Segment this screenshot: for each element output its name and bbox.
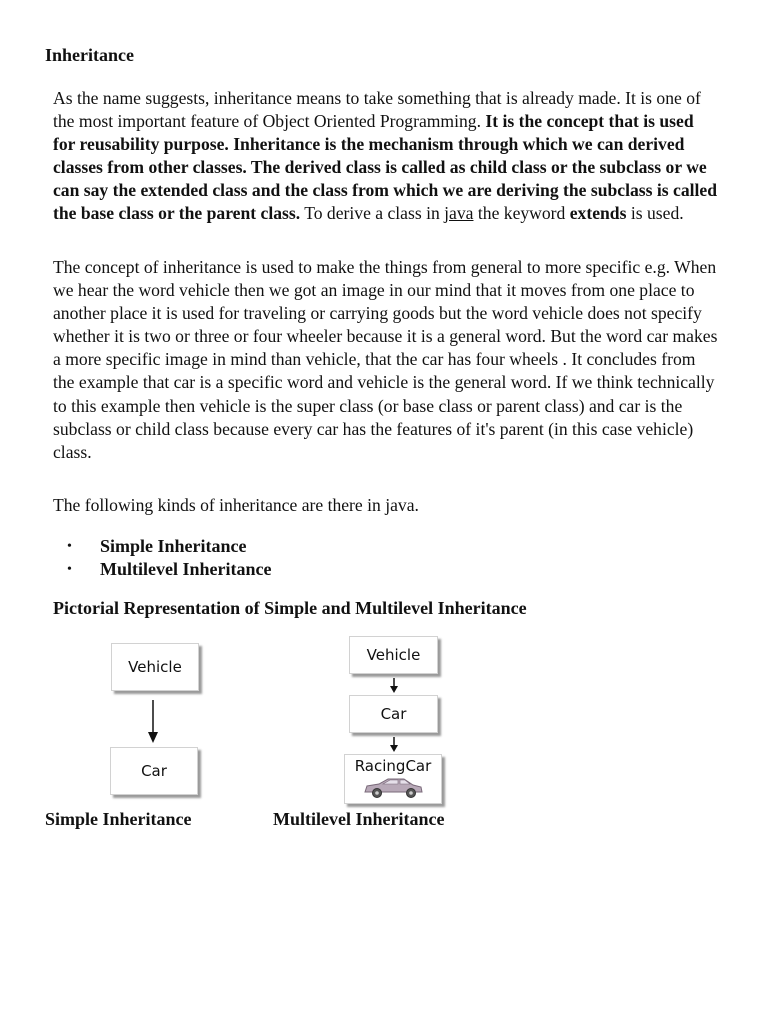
multi-arrow-1-icon bbox=[387, 678, 401, 694]
list-item-label: Multilevel Inheritance bbox=[100, 559, 272, 579]
simple-vehicle-box bbox=[111, 643, 199, 691]
multi-car-label: Car bbox=[380, 705, 407, 723]
diagram-heading: Pictorial Representation of Simple and Multilevel Inheritance bbox=[53, 598, 527, 618]
multilevel-caption: Multilevel Inheritance bbox=[273, 809, 445, 829]
simple-caption: Simple Inheritance bbox=[45, 809, 192, 829]
car-icon bbox=[361, 775, 425, 799]
intro-paragraph bbox=[53, 87, 718, 226]
list-item-label: Simple Inheritance bbox=[100, 536, 247, 556]
bullet-icon: • bbox=[67, 562, 72, 577]
intro-text-3: the keyword bbox=[473, 203, 570, 224]
inheritance-kinds-list bbox=[53, 535, 271, 581]
concept-paragraph: The concept of inheritance is used to make the things from general to more specific e.g. When we hear the word vehicle then we got an image in our mind that it moves from one place to another place it is used for traveling or carrying goods but the word vehicle does not specify whether it is two or three or four wheeler because it is a general word. But the word car makes a more specific image in mind than vehicle, that the car has four wheels . It concludes from the example that car is a specific word and vehicle is the general word. If we think technically to this example then vehicle is the super class (or base class or parent class) and car is the subclass or child class because every car has the features of it's parent (in this case vehicle) class. bbox=[53, 257, 718, 462]
simple-arrow-icon bbox=[146, 700, 160, 744]
intro-text-1: As the name suggests, inheritance means to take something that is already made. It is one of the most important feature of Object Oriented Programming. bbox=[53, 88, 701, 132]
intro-text-2: To derive a class in bbox=[300, 203, 445, 224]
bullet-icon: • bbox=[67, 539, 72, 554]
multi-vehicle-label: Vehicle bbox=[366, 646, 421, 664]
list-item bbox=[53, 558, 271, 581]
simple-car-label: Car bbox=[141, 762, 167, 780]
list-item bbox=[53, 535, 271, 558]
intro-text-4: is used. bbox=[626, 203, 684, 224]
java-link[interactable]: java bbox=[444, 203, 474, 224]
multi-car-box bbox=[349, 695, 438, 733]
simple-vehicle-label: Vehicle bbox=[128, 658, 182, 676]
kinds-paragraph: The following kinds of inheritance are there in java. bbox=[53, 495, 419, 515]
extends-keyword: extends bbox=[569, 203, 627, 224]
multi-arrow-2-icon bbox=[387, 737, 401, 753]
multi-racingcar-box bbox=[344, 754, 442, 804]
page-heading: Inheritance bbox=[45, 45, 134, 65]
intro-bold-definition: It is the concept that is used for reusability purpose. Inheritance is the mechanism through which we can derived classes from other classes. The derived class is called as child class or the subclass or we can say the extended class and the class from which we are deriving the subclass is called the base class or the parent class. bbox=[53, 111, 718, 224]
multi-vehicle-box bbox=[349, 636, 438, 674]
multi-racingcar-label: RacingCar bbox=[354, 757, 432, 775]
simple-car-box bbox=[110, 747, 198, 795]
